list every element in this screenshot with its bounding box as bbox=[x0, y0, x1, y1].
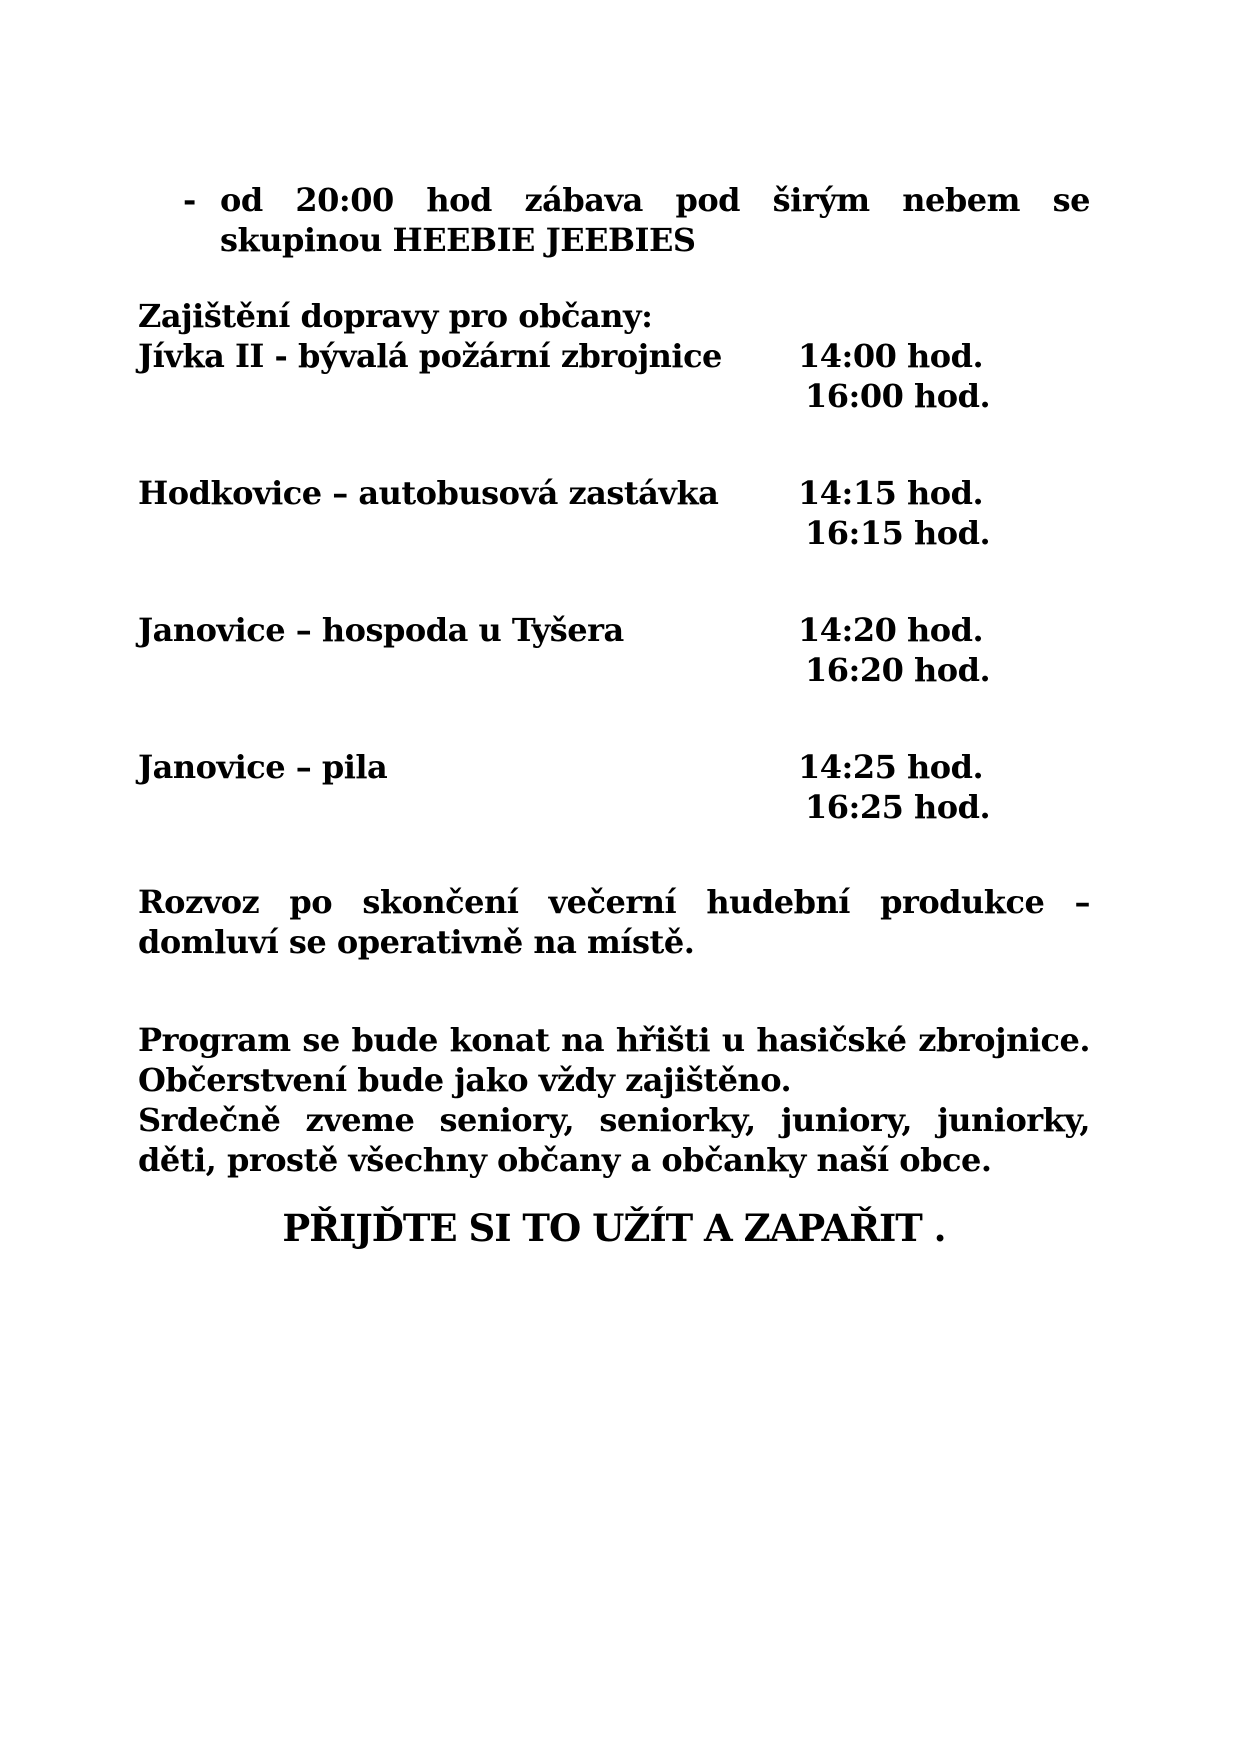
bullet-line-1: od 20:00 hod zábava pod širým nebem se bbox=[220, 181, 1090, 219]
transport-time-second: 16:25 hod. bbox=[805, 788, 991, 826]
info-line-program: Program se bude konat na hřišti u hasičské zbrojnice. bbox=[138, 1021, 1090, 1059]
transport-location: Janovice – pila bbox=[138, 748, 388, 786]
transport-times bbox=[798, 336, 1090, 416]
transport-time-first: 14:15 hod. bbox=[798, 474, 984, 512]
transport-row-janovice-pila bbox=[138, 747, 1090, 827]
transport-time-second: 16:20 hod. bbox=[805, 651, 991, 689]
transport-heading: Zajištění dopravy pro občany: bbox=[138, 297, 653, 335]
bullet-item-evening-program bbox=[138, 180, 1090, 260]
info-line-obcerstveni: Občerstvení bude jako vždy zajištěno. bbox=[138, 1061, 792, 1099]
transport-location: Hodkovice – autobusová zastávka bbox=[138, 474, 719, 512]
closing-statement: PŘIJĎTE SI TO UŽÍT A ZAPAŘIT . bbox=[282, 1206, 946, 1250]
transport-times bbox=[798, 473, 1090, 553]
transport-row-jivka bbox=[138, 336, 1090, 416]
info-line-srdecne: Srdečně zveme seniory, seniorky, juniory, juniorky, bbox=[138, 1101, 1090, 1139]
rozvoz-line-1: Rozvoz po skončení večerní hudební produkce – bbox=[138, 883, 1090, 921]
transport-location: Janovice – hospoda u Tyšera bbox=[138, 611, 624, 649]
info-line-deti: děti, prostě všechny občany a občanky naší obce. bbox=[138, 1141, 992, 1179]
bullet-marker: - bbox=[183, 181, 196, 219]
transport-time-first: 14:00 hod. bbox=[798, 337, 984, 375]
rozvoz-line-2: domluví se operativně na místě. bbox=[138, 923, 695, 961]
transport-time-first: 14:25 hod. bbox=[798, 748, 984, 786]
transport-times bbox=[798, 747, 1090, 827]
transport-time-second: 16:15 hod. bbox=[805, 514, 991, 552]
transport-location: Jívka II - bývalá požární zbrojnice bbox=[138, 337, 722, 375]
transport-times bbox=[798, 610, 1090, 690]
transport-time-first: 14:20 hod. bbox=[798, 611, 984, 649]
paragraph-info bbox=[138, 1020, 1090, 1180]
paragraph-rozvoz bbox=[138, 882, 1090, 962]
transport-row-hodkovice bbox=[138, 473, 1090, 553]
transport-row-janovice-hospoda bbox=[138, 610, 1090, 690]
bullet-line-2: skupinou HEEBIE JEEBIES bbox=[220, 221, 696, 259]
transport-time-second: 16:00 hod. bbox=[805, 377, 991, 415]
document-content bbox=[138, 180, 1090, 1252]
